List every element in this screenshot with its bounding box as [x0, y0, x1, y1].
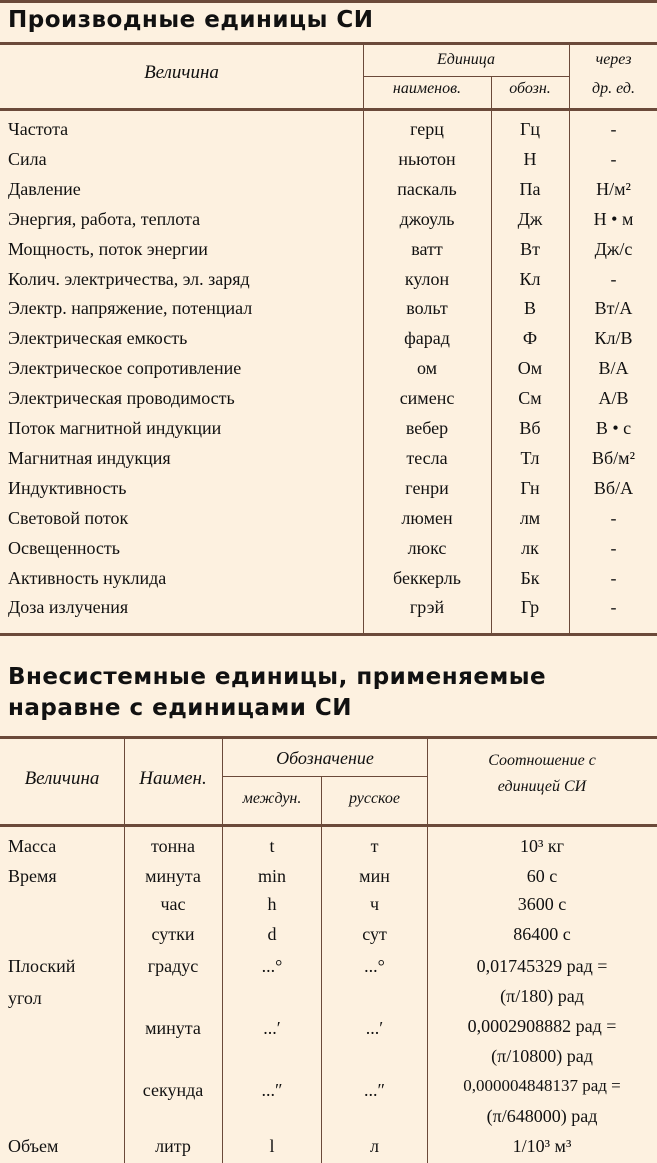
s2-header-designation: Обозначение	[276, 748, 374, 768]
s2-row8-ru: л	[370, 1136, 379, 1156]
unit-symbol-cell: Ом	[517, 358, 543, 379]
header-via: через	[595, 51, 632, 68]
unit-via-cell: -	[610, 597, 617, 618]
unit-symbol-cell: Ф	[522, 328, 538, 349]
quantity-cell: Магнитная индукция	[8, 447, 171, 468]
quantity-cell: Частота	[8, 119, 69, 139]
s2-col-divider-4	[427, 739, 428, 1163]
header-name: наименов.	[392, 80, 462, 97]
s2-row3-ratio: 3600 с	[517, 894, 567, 914]
unit-name-cell: паскаль	[397, 178, 457, 199]
unit-via-cell: В • с	[595, 418, 632, 438]
section1-header-rule	[0, 108, 657, 111]
s2-row7-ratio2: (π/648000) рад	[486, 1106, 598, 1126]
quantity-cell: Доза излучения	[8, 597, 129, 618]
unit-via-cell: -	[610, 148, 617, 169]
s2-row1-name: тонна	[151, 836, 195, 856]
quantity-cell: Активность нуклида	[8, 567, 167, 588]
s2-row2-intl: min	[257, 866, 286, 886]
unit-via-cell: Вб/м²	[592, 447, 635, 468]
s2-row5-quantity: Плоский	[8, 956, 76, 976]
s2-row3-intl: h	[267, 894, 277, 914]
s2-header-quantity: Величина	[24, 768, 100, 789]
table-row	[0, 446, 657, 476]
s2-row5-name: градус	[147, 956, 199, 976]
table-row	[0, 595, 657, 625]
unit-name-cell: кулон	[404, 268, 450, 289]
table-row	[0, 267, 657, 297]
unit-name-cell: ньютон	[398, 148, 456, 169]
unit-symbol-cell: Н	[523, 148, 537, 169]
header-via2: др. ед.	[592, 80, 635, 97]
table-row	[0, 476, 657, 506]
unit-symbol-cell: Гц	[519, 119, 541, 139]
s2-row1-intl: t	[269, 836, 275, 856]
unit-name-cell: джоуль	[399, 208, 455, 229]
s2-row4-ru: сут	[362, 924, 387, 944]
s2-row4-intl: d	[267, 924, 277, 944]
table-row	[0, 386, 657, 416]
s2-row5-quantity2: угол	[8, 988, 42, 1008]
s2-row8-ratio: 1/10³ м³	[512, 1136, 572, 1156]
section2-title-line2: наравне с единицами СИ	[8, 695, 353, 721]
s2-header-ratio1: Соотношение с	[488, 752, 596, 769]
unit-via-cell: -	[610, 537, 617, 558]
s2-row2-ru: мин	[359, 866, 390, 886]
s2-row3-name: час	[160, 894, 186, 914]
unit-via-cell: Н • м	[593, 208, 634, 229]
s2-header-ratio2: единицей СИ	[497, 778, 587, 795]
s2-row8-intl: l	[269, 1136, 275, 1156]
quantity-cell: Энергия, работа, теплота	[8, 208, 201, 229]
quantity-cell: Давление	[8, 178, 81, 199]
unit-symbol-cell: Вб	[519, 418, 541, 438]
quantity-cell: Световой поток	[8, 507, 129, 528]
quantity-cell: Сила	[8, 148, 47, 169]
unit-symbol-cell: лк	[521, 537, 539, 558]
s2-row1-quantity: Масса	[8, 836, 57, 856]
unit-name-cell: люкс	[407, 537, 447, 558]
unit-name-cell: ом	[416, 358, 438, 379]
unit-name-cell: беккерль	[393, 567, 461, 588]
quantity-cell: Электр. напряжение, потенциал	[8, 298, 253, 319]
quantity-cell: Поток магнитной индукции	[8, 418, 222, 438]
table-row	[0, 117, 657, 147]
unit-symbol-cell: лм	[519, 507, 541, 528]
table-row	[0, 566, 657, 596]
s2-row6-ru: ...′	[365, 1018, 384, 1038]
unit-name-cell: герц	[410, 119, 444, 139]
s2-header-intl: междун.	[242, 790, 302, 807]
header-unit-rule	[363, 76, 570, 77]
section1-title: Производные единицы СИ	[8, 7, 374, 33]
s2-header-russian: русское	[348, 790, 401, 807]
unit-name-cell: вебер	[405, 418, 449, 438]
s2-row8-quantity: Объем	[8, 1136, 59, 1156]
table-row	[0, 356, 657, 386]
s2-row4-ratio: 86400 с	[513, 924, 571, 944]
header-quantity: Величина	[144, 62, 219, 83]
s2-row6-name: минута	[145, 1018, 201, 1038]
quantity-cell: Мощность, поток энергии	[8, 238, 208, 259]
unit-via-cell: Н/м²	[596, 178, 631, 199]
table-row	[0, 296, 657, 326]
quantity-cell: Освещенность	[8, 537, 120, 558]
unit-symbol-cell: Вт	[520, 238, 540, 259]
unit-name-cell: сименс	[399, 388, 455, 409]
unit-via-cell: Дж/с	[594, 238, 633, 259]
unit-name-cell: вольт	[406, 298, 448, 319]
section1-title-rule	[0, 42, 657, 45]
unit-symbol-cell: Па	[519, 178, 541, 199]
unit-via-cell: -	[610, 119, 617, 139]
s2-row6-ratio2: (π/10800) рад	[491, 1046, 593, 1066]
unit-name-cell: генри	[405, 477, 449, 498]
s2-row7-name: секунда	[142, 1080, 204, 1100]
unit-name-cell: фарад	[404, 328, 450, 349]
s2-header-name: Наимен.	[139, 768, 207, 789]
unit-name-cell: ватт	[411, 238, 443, 259]
unit-via-cell: -	[610, 268, 617, 289]
s2-row5-intl: ...°	[261, 956, 283, 976]
quantity-cell: Колич. электричества, эл. заряд	[8, 268, 250, 289]
table-row	[0, 207, 657, 237]
s2-row5-ru: ...°	[364, 956, 385, 976]
s2-row4-name: сутки	[151, 924, 195, 944]
s2-row7-ratio: 0,000004848137 рад =	[463, 1076, 621, 1095]
s2-row1-ru: т	[370, 836, 379, 856]
unit-symbol-cell: Гн	[520, 477, 540, 498]
section2-title-rule	[0, 736, 657, 739]
unit-via-cell: Вб/А	[593, 477, 634, 498]
section2-header-rule	[0, 824, 657, 827]
unit-name-cell: грэй	[409, 597, 445, 618]
table-row	[0, 416, 657, 446]
unit-via-cell: -	[610, 507, 617, 528]
table-row	[0, 506, 657, 536]
unit-name-cell: люмен	[401, 507, 453, 528]
s2-row6-intl: ...′	[263, 1018, 281, 1038]
s2-row1-ratio: 10³ кг	[519, 836, 565, 856]
s2-row2-quantity: Время	[8, 866, 57, 886]
s2-row2-name: минута	[145, 866, 201, 886]
unit-via-cell: Кл/В	[594, 328, 633, 349]
unit-symbol-cell: Тл	[520, 447, 540, 468]
unit-symbol-cell: См	[518, 388, 542, 409]
table-row	[0, 177, 657, 207]
quantity-cell: Электрическая проводимость	[8, 388, 235, 409]
s2-row5-ratio: 0,01745329 рад =	[476, 956, 608, 976]
s2-row7-ru: ...″	[364, 1080, 385, 1100]
table-row	[0, 147, 657, 177]
quantity-cell: Индуктивность	[8, 477, 127, 498]
table-row	[0, 237, 657, 267]
unit-via-cell: Вт/А	[594, 298, 633, 319]
unit-via-cell: В/А	[598, 358, 629, 379]
quantity-cell: Электрическая емкость	[8, 328, 188, 349]
unit-symbol-cell: Бк	[520, 567, 540, 588]
s2-row5-ratio2: (π/180) рад	[500, 986, 584, 1006]
top-rule	[0, 0, 657, 3]
unit-via-cell: А/В	[598, 388, 629, 409]
unit-symbol-cell: В	[523, 298, 536, 319]
table-row	[0, 536, 657, 566]
quantity-cell: Электрическое сопротивление	[8, 358, 242, 379]
s2-row2-ratio: 60 с	[526, 866, 558, 886]
header-symbol: обозн.	[509, 80, 551, 97]
section2-title-line1: Внесистемные единицы, применяемые	[8, 664, 547, 690]
unit-symbol-cell: Дж	[517, 208, 543, 229]
table-row	[0, 326, 657, 356]
s2-row6-ratio: 0,0002908882 рад =	[467, 1016, 617, 1036]
s2-row3-ru: ч	[369, 894, 380, 914]
s2-row8-name: литр	[155, 1136, 191, 1156]
unit-symbol-cell: Гр	[520, 597, 540, 618]
unit-name-cell: тесла	[406, 447, 448, 468]
s2-header-designation-rule	[223, 776, 427, 777]
section1-bottom-rule	[0, 633, 657, 636]
unit-symbol-cell: Кл	[519, 268, 541, 289]
header-unit: Единица	[437, 51, 495, 68]
unit-via-cell: -	[610, 567, 617, 588]
s2-row7-intl: ...″	[261, 1080, 283, 1100]
